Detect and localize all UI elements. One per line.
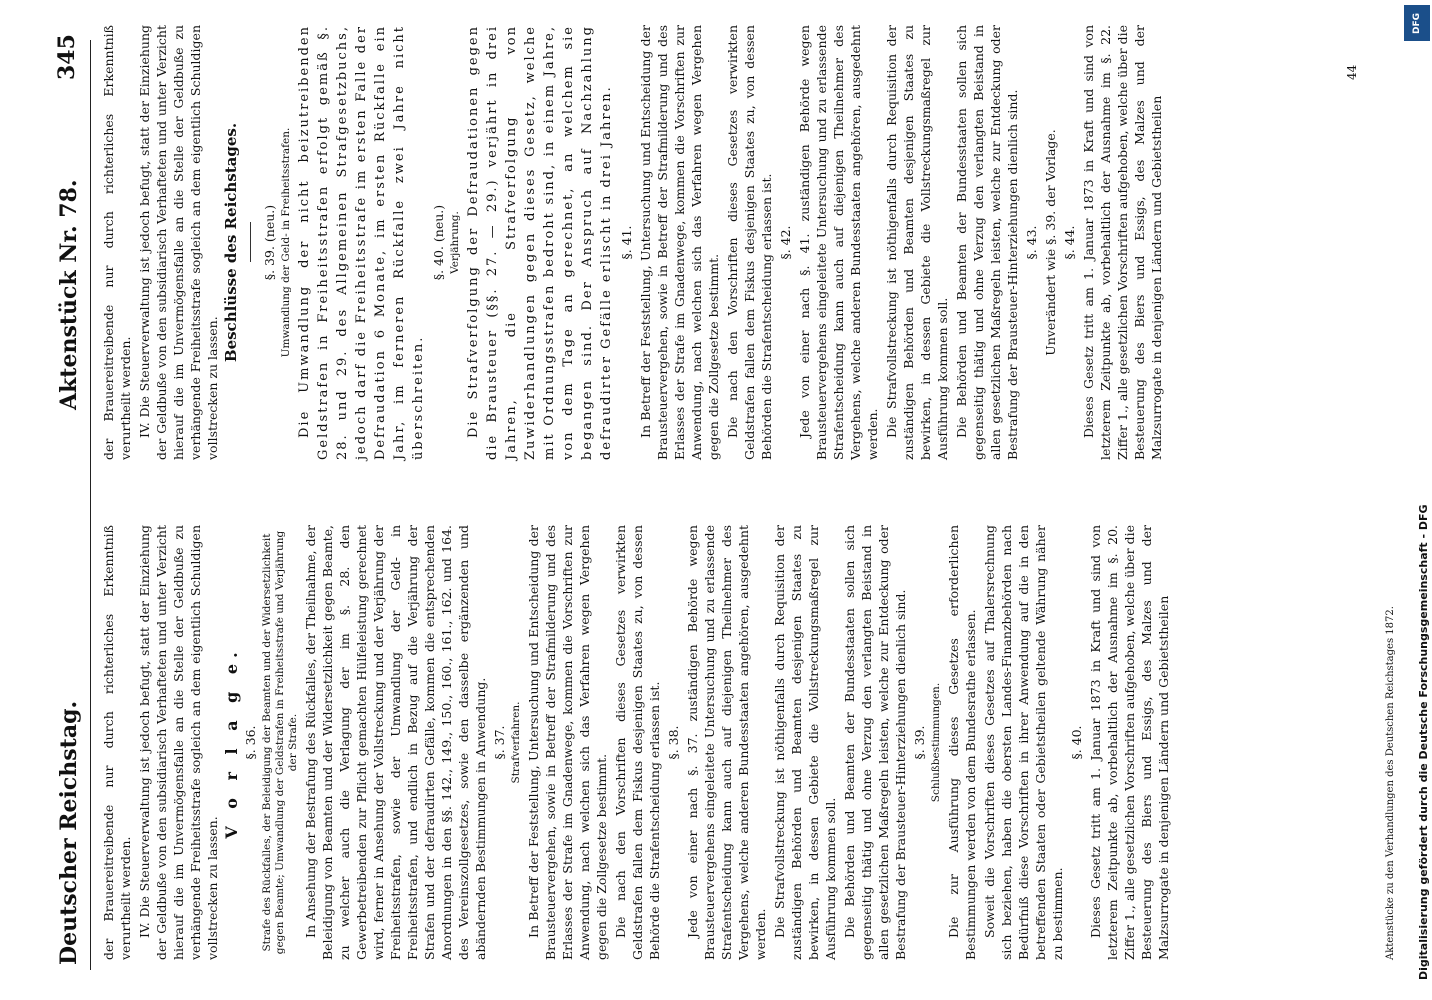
left-s38-text1: Jede von einer nach §. 37. zuständigen Behörde wegen Brausteuervergehens eingeleitete Untersuchung und zu erlassende Strafentscheidung kann auch auf diejenigen Theilnehmer des Vergehens, welche anderen Bundesstaaten angehören, ausgedehnt werden. <box>685 525 768 960</box>
header-left: Deutscher Reichstag. <box>56 700 82 965</box>
left-s38-text2: Die Strafvollstreckung ist nöthigenfalls durch Requisition der zuständigen Behörden und Beamten desjenigen Staates zu bewirken, in dessen Gebiete die Vollstreckungsmaßregel zur Ausführung kommen soll. <box>772 525 838 960</box>
left-s36-text: In Ansehung der Bestrafung des Rückfalles, der Theilnahme, der Beleidigung von Beamten und der Widersetzlichkeit gegen Beamte, zu welcher auch die Verlagung der im §. 28. den Gewerbetreibenden zur Pflicht gemachten Hülfeleistung gerechnet wird, ferner in Ansehung der Vollstreckung und der Verjährung der Freiheitsstrafen, sowie der Umwandlung der Geld- in Freiheitsstrafen, und endlich in Bezug auf die Verjährung der Strafen und der defraudirten Gefälle, kommen die entsprechenden Anordnungen in den §§. 142., 149., 150., 160., 161., 162. und 164. des Vereinszollgesetzes, sowie den dasselbe ergänzenden und abändernden Bestimmungen in Anwendung. <box>303 525 488 960</box>
left-s39: §. 39. <box>912 725 927 760</box>
right-s42-text1: Jede von einer nach §. 41. zuständigen Behörde wegen Brausteuervergehens eingeleitete Untersuchung und zu erlassende Strafentscheidung kann auch auf diejenigen Theilnehmer des Vergehens, welche anderen Bundesstaaten angehören, ausgedehnt werden. <box>797 25 880 460</box>
left-column <box>100 525 1365 960</box>
left-s38: §. 38. <box>666 725 681 760</box>
left-s37: §. 37. <box>492 725 507 760</box>
left-s39-text2: Soweit die Vorschriften dieses Gesetzes auf Thalersrechnung sich beziehen, haben die obersten Landes-Finanzbehörden nach Bedürfniß diese Vorschriften in ihrer Anwendung auf die in den betreffenden Staaten oder Gebietstheilen geltende Währung näher zu bestimmen. <box>982 525 1065 960</box>
left-iv: IV. Die Steuerverwaltung ist jedoch befugt, statt der Einziehung der Geldbuße von den subsidiarisch Verhafteten und unter Verzicht hierauf die im Unvermögensfalle an die Stelle der Geldbuße zu verhängende Freiheitsstrafe sogleich an dem eigentlich Schuldigen vollstrecken zu lassen. <box>137 525 220 960</box>
left-s38-text3: Die Behörden und Beamten der Bundesstaaten sollen sich gegenseitig thätig und ohne Verzug den verlangten Beistand in allen gesetzlichen Maßregeln leisten, welche zur Entdeckung oder Bestrafung der Brausteuer-Hinterziehungen dienlich sind. <box>842 525 908 960</box>
right-s41-text2: Die nach den Vorschriften dieses Gesetzes verwirkten Geldstrafen fallen dem Fiskus desjenigen Staates zu, von dessen Behörden die Strafentscheidung erlassen ist. <box>725 25 774 460</box>
left-title: V o r l a g e. <box>222 646 241 839</box>
right-s40neu: §. 40. (neu.) <box>431 204 446 281</box>
left-intro: der Brauereitreibende nur durch richterliches Erkenntniß verurtheilt werden. <box>101 525 133 960</box>
left-s39-sub: Schlußbestimmungen. <box>930 682 942 803</box>
right-s40neu-sub: Verjährung. <box>449 211 461 274</box>
left-s37-text1: In Betreff der Feststellung, Untersuchung und Entscheidung der Brausteuervergehen, sowie in Betreff der Strafmilderung und des Erlasses der Strafe im Gnadenwege, kommen die Vorschriften zur Anwendung, nach welchen sich das Verfahren wegen Vergehen gegen die Zollgesetze bestimmt. <box>526 525 609 960</box>
right-s40neu-text: Die Strafverfolgung der Defraudationen gegen die Brausteuer (§§. 27. — 29.) verjährt in drei Jahren, die Strafverfolgung von Zuwiderhandlungen gegen dieses Gesetz, welche mit Ordnungsstrafen bedroht sind, in einem Jahre, von dem Tage an gerechnet, an welchem sie begangen sind. Der Anspruch auf Nachzahlung defraudirter Gefälle erlischt in drei Jahren. <box>466 25 614 460</box>
title-separator <box>250 223 251 263</box>
right-s44: §. 44. <box>1062 225 1077 260</box>
footnote: Aktenstücke zu den Verhandlungen des Deutschen Reichstages 1872. <box>1385 606 1396 960</box>
digitization-sidebar <box>1403 0 1432 1000</box>
right-s43-text: Unverändert wie §. 39. der Vorlage. <box>1043 129 1058 356</box>
left-s36: §. 36. <box>243 725 258 760</box>
right-intro: der Brauereitreibende nur durch richterliches Erkenntniß verurtheilt werden. <box>101 25 133 460</box>
left-s40-text: Dieses Gesetz tritt am 1. Januar 1873 in Kraft und sind von letzterem Zeitpunkte ab, vorbehaltlich der Ausnahme im §. 20. Ziffer 1., alle gesetzlichen Vorschriften aufgehoben, welche über die Besteuerung des Biers und Essigs, des Malzes und der Malzsurrogate in denjenigen Ländern und Gebietstheilen <box>1088 525 1171 960</box>
dfg-logo: DFG <box>1404 5 1430 41</box>
right-s41-text1: In Betreff der Feststellung, Untersuchung und Entscheidung der Brausteuervergehen, sowie in Betreff der Strafmilderung und des Erlasses der Strafe im Gnadenwege, kommen die Vorschriften zur Anwendung, nach welchen sich das Verfahren wegen Vergehen gegen die Zollgesetze bestimmt. <box>638 25 721 460</box>
right-s39neu: §. 39. (neu.) <box>262 204 277 281</box>
left-s40: §. 40. <box>1069 725 1084 760</box>
right-s41: §. 41. <box>619 225 634 260</box>
right-s43: §. 43. <box>1024 225 1039 260</box>
page-number: 345 <box>54 34 80 80</box>
right-iv: IV. Die Steuerverwaltung ist jedoch befugt, statt der Einziehung der Geldbuße von den subsidiarisch Verhafteten und unter Verzicht hierauf die im Unvermögensfalle an die Stelle der Geldbuße zu verhängende Freiheitsstrafe sogleich an dem eigentlich Schuldigen vollstrecken zu lassen. <box>137 25 220 460</box>
left-s36-sub: Strafe des Rückfalles, der Beleidigung der Beamten und der Widersetzlichkeit gegen Beamte; Umwandlung der Geldstrafen in Freiheitsstrafe und Verjährung der Strafe. <box>261 530 299 955</box>
right-title: Beschlüsse des Reichstages. <box>222 122 240 363</box>
right-s42-text2: Die Strafvollstreckung ist nöthigenfalls durch Requisition der zuständigen Behörden und Beamten desjenigen Staates zu bewirken, in dessen Gebiete die Vollstreckungsmaßregel zur Ausführung kommen soll. <box>884 25 950 460</box>
header-rule <box>90 40 91 970</box>
right-column <box>100 25 1365 460</box>
right-s39neu-sub: Umwandlung der Geld- in Freiheitsstrafen. <box>280 127 292 358</box>
left-s37-sub: Strafverfahren. <box>510 701 522 784</box>
right-s39neu-text: Die Umwandlung der nicht beizutreibenden Geldstrafen in Freiheitsstrafen erfolgt gemäß §. 28. und 29. des Allgemeinen Strafgesetzbuchs, jedoch darf die Freiheitsstrafe im ersten Falle der Defraudation 6 Monate, im ersten Rückfalle ein Jahr, im ferneren Rückfalle zwei Jahre nicht überschreiten. <box>297 25 426 460</box>
header-middle: Aktenstück Nr. 78. <box>56 179 82 410</box>
signature-number: 44 <box>1345 64 1359 80</box>
left-s37-text2: Die nach den Vorschriften dieses Gesetzes verwirkten Geldstrafen fallen dem Fiskus desjenigen Staates zu, von dessen Behörde die Strafentscheidung erlassen ist. <box>613 525 662 960</box>
right-s44-text: Dieses Gesetz tritt am 1. Januar 1873 in Kraft und sind von letzterem Zeitpunkte ab, vorbehaltlich der Ausnahme im §. 22. Ziffer 1., alle gesetzlichen Vorschriften aufgehoben, welche über die Besteuerung des Biers und Essigs, des Malzes und der Malzsurrogate in denjenigen Ländern und Gebietstheilen <box>1081 25 1164 460</box>
page-header <box>50 0 90 1000</box>
sidebar-credit: Digitalisierung gefördert durch die Deutsche Forschungsgemeinschaft - DFG <box>1417 504 1430 980</box>
right-s42-text3: Die Behörden und Beamten der Bundesstaaten sollen sich gegenseitig thätig und ohne Verzug den verlangten Beistand in allen gesetzlichen Maßregeln leisten, welche zur Entdeckung oder Bestrafung der Brausteuer-Hinterziehungen dienlich sind. <box>954 25 1020 460</box>
left-s39-text1: Die zur Ausführung dieses Gesetzes erforderlichen Bestimmungen werden von dem Bundesrathe erlassen. <box>946 525 978 960</box>
right-s42: §. 42. <box>778 225 793 260</box>
